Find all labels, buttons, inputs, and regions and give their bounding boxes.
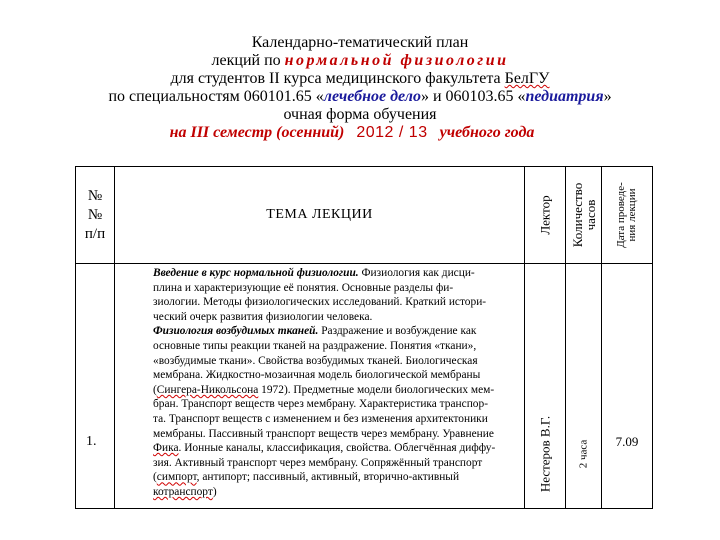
table-row [76, 264, 653, 509]
header-semester-line [0, 124, 712, 142]
semester: на III семестр (осенний) [169, 124, 345, 141]
date-header: Дата проведе- ния лекции [602, 167, 653, 264]
date-cell: 7.09 [602, 264, 653, 509]
num-header: № № п/п [76, 167, 115, 264]
term-cotransport: котранспорт [153, 485, 213, 498]
lecture-plan-table [75, 166, 653, 509]
header-title: Календарно-тематический план [251, 34, 469, 51]
subject-name: нормальной физиологии [284, 52, 509, 69]
year-suffix: учебного года [439, 124, 535, 141]
term-symport: симпорт [156, 471, 197, 484]
specialty-2: педиатрия [525, 88, 604, 105]
lecturer-cell: Нестеров В.Г. [525, 264, 566, 509]
hours-cell: 2 часа [566, 264, 602, 509]
header-students-line: для студентов II курса медицинского факультета БелГУ [170, 70, 550, 87]
table-header-row [76, 167, 653, 264]
lecture-topic: Введение в курс нормальной физиологии. Физиология как дисци- плина и характеризующие её понятия. Основные разделы фи- зиологии. Методы физиологических исследований. Краткий истори- ческий очерк развития физиологии человека. Физиология возбудимых тканей. Раздражение и возбуждение как основные типы реакции тканей на раздражение. Понятия «ткани», «возбудимые ткани». Свойства возбудимых тканей. Биологическая мембрана. Жидкостно-мозаичная модель биологической мембраны (Сингера-Никольсона 1972). Предметные модели биологических мем- бран. Транспорт веществ через мембрану. Характеристика транспор- та. Транспорт веществ с изменением и без изменения архитектоники мембраны. Пассивный транспорт веществ через мембрану. Уравнение Фика. Ионные каналы, классификация, свойства. Облегчённая диффу- зия. Активный транспорт через мембрану. Сопряжённый транспорт (симпорт, антипорт; пассивный, активный, вторично-активный котранспорт) [115, 264, 525, 509]
intro-title: Введение в курс нормальной физиологии. [153, 267, 359, 279]
header-specialties-line: по специальностям 060101.65 «лечебное дело» и 060103.65 «педиатрия» [108, 88, 612, 105]
university-name: БелГУ [504, 70, 550, 87]
header-subject-line: лекций по нормальной физиологии [211, 52, 509, 69]
hours-header: Количество часов [566, 167, 602, 264]
document-header [0, 34, 720, 142]
header-study-form: очная форма обучения [283, 106, 437, 123]
name-singer-nicolson: Сингера-Никольсона [156, 383, 259, 396]
specialty-1: лечебное дело [323, 88, 421, 105]
excitable-tissues-title: Физиология возбудимых тканей. [153, 325, 319, 338]
lecturer-header: Лектор [525, 167, 566, 264]
topic-header: ТЕМА ЛЕКЦИИ [115, 167, 525, 264]
name-fick: Фика [153, 442, 179, 455]
academic-year: 2012 / 13 [356, 124, 428, 141]
row-number: 1. [76, 264, 115, 509]
